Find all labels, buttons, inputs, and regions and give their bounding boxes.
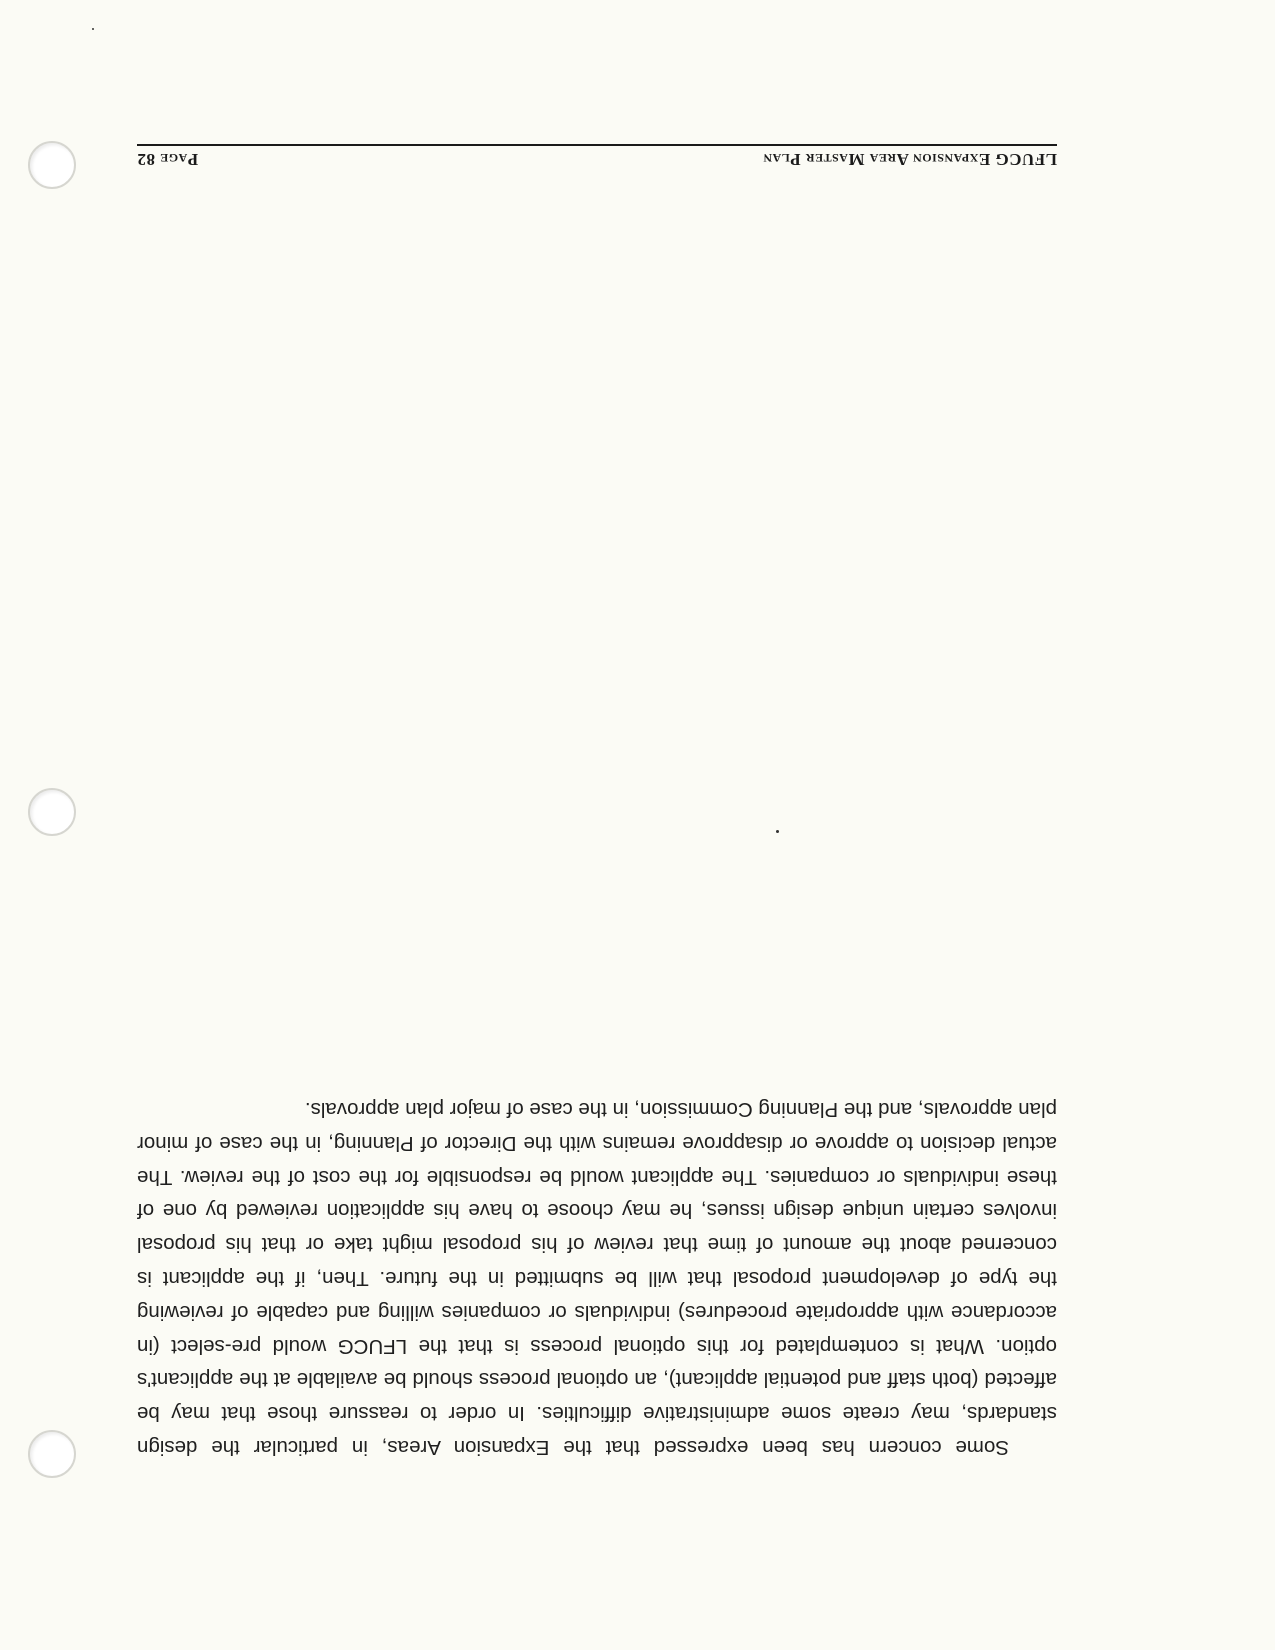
running-header	[137, 144, 1057, 172]
body-paragraph: Some concern has been expressed that the Expansion Areas, in particular the design standards, may create some administrative difficulties. In order to reassure those that may be affected (both staff and potential applicant), an optional process should be available at the applicant's option. What is contemplated for this optional process is that the LFUCG would pre-select (in accordance with appropriate procedures) individuals or companies willing and capable of reviewing the type of development proposal that will be submitted in the future. Then, if the applicant is concerned about the amount of time that review of his proposal might take or that his proposal involves certain unique design issues, he may choose to have his application reviewed by one of these individuals or companies. The applicant would be responsible for the cost of the review. The actual decision to approve or disapprove remains with the Director of Planning, in the case of minor plan approvals, and the Planning Commission, in the case of major plan approvals.	[137, 1098, 1057, 1459]
header-title: LFUCG Expansion Area Master Plan	[762, 150, 1057, 169]
header-page-number: Page 82	[137, 150, 199, 169]
